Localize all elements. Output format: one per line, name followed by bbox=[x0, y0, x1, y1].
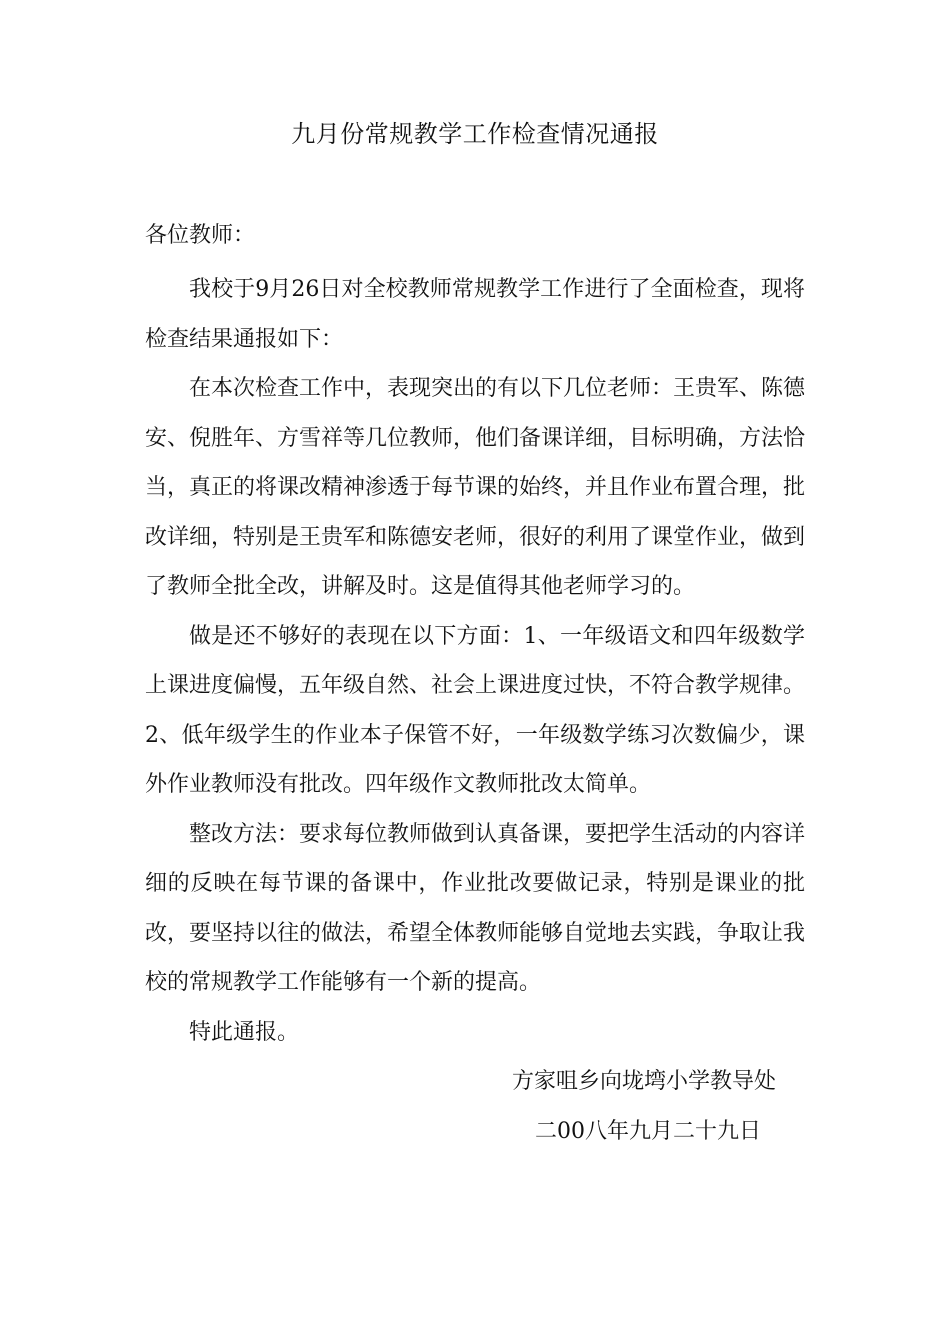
paragraph-commendation: 在本次检查工作中，表现突出的有以下几位老师：王贵军、陈德安、倪胜年、方雪祥等几位教师，他们备课详细，目标明确，方法恰当，真正的将课改精神渗透于每节课的始终，并且作业布置合理，批改详细，特别是王贵军和陈德安老师，很好的利用了课堂作业，做到了教师全批全改，讲解及时。这是值得其他老师学习的。 bbox=[145, 376, 806, 599]
signature-organization: 方家咀乡向垅塆小学教导处 bbox=[512, 1069, 777, 1094]
document-title: 九月份常规教学工作检查情况通报 bbox=[291, 120, 659, 148]
paragraph-shortcomings: 做是还不够好的表现在以下方面：1、一年级语文和四年级数学上课进度偏慢，五年级自然、社会上课进度过快，不符合教学规律。2、低年级学生的作业本子保管不好，一年级数学练习次数偏少，课外作业教师没有批改。四年级作文教师批改太简单。 bbox=[145, 623, 806, 797]
salutation: 各位教师： bbox=[145, 223, 256, 248]
paragraph-closing: 特此通报。 bbox=[189, 1019, 300, 1045]
document-body bbox=[145, 265, 805, 1057]
paragraph-rectification: 整改方法：要求每位教师做到认真备课，要把学生活动的内容详细的反映在每节课的备课中，作业批改要做记录，特别是课业的批改，要坚持以往的做法，希望全体教师能够自觉地去实践，争取让我校的常规教学工作能够有一个新的提高。 bbox=[145, 821, 806, 995]
signature-date: 二00八年九月二十九日 bbox=[535, 1119, 761, 1144]
paragraph-intro: 我校于9月26日对全校教师常规教学工作进行了全面检查，现将检查结果通报如下： bbox=[145, 277, 805, 352]
